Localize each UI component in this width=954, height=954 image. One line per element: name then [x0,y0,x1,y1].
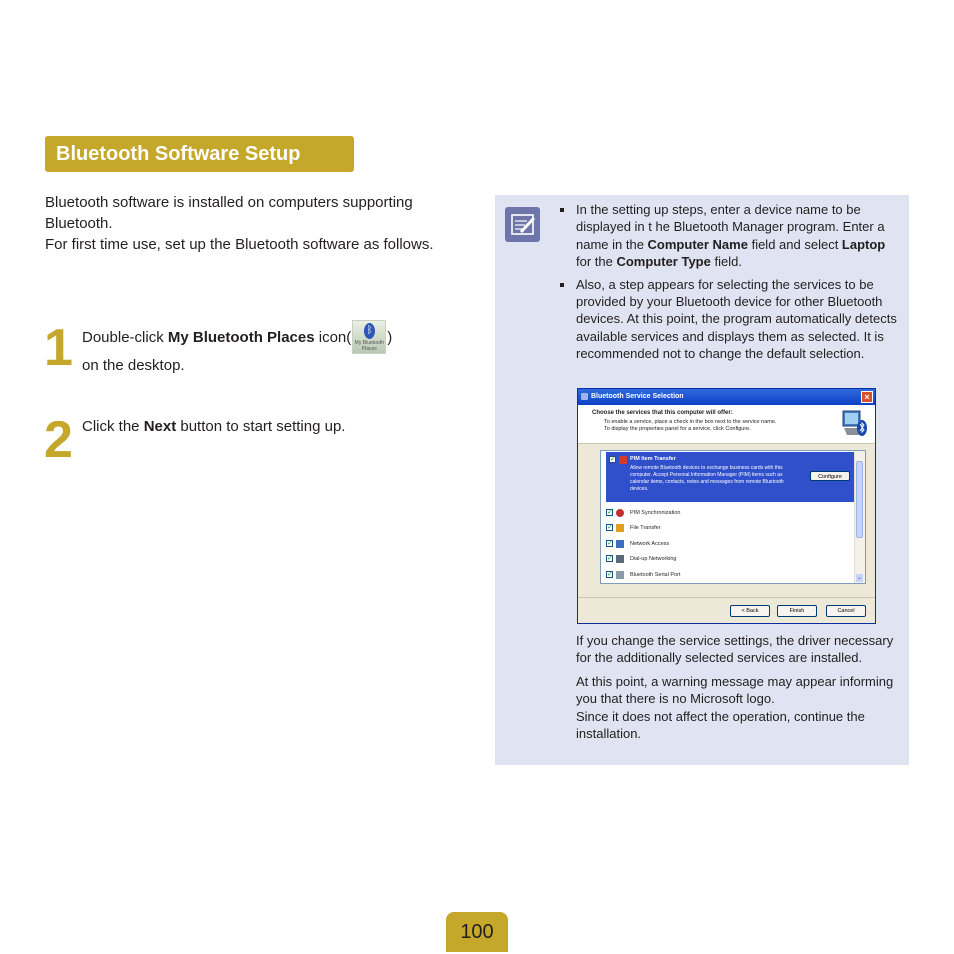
note-bullet-1-mid1: field and select [747,236,842,252]
dialog-separator [578,597,875,598]
service-checkbox[interactable]: ✓ [607,509,613,516]
intro-text [45,192,455,255]
step-2-post: button to start setting up. [176,418,346,435]
my-bluetooth-places-icon-caption: My Bluetooth Places [354,340,384,352]
service-checkbox[interactable]: ✓ [607,524,613,531]
bluetooth-service-selection-dialog [577,388,876,624]
section-title: Bluetooth Software Setup [45,136,354,172]
step-1-number: 1 [44,319,71,377]
step-2-pre: Click the [82,418,144,435]
services-list [600,450,866,584]
note-bullet-1-post: field. [710,254,742,270]
note-paragraph-3: Since it does not affect the operation, continue the installation. [576,708,865,742]
intro-line-2: For first time use, set up the Bluetooth software as follows. [45,236,434,253]
bluetooth-computer-icon [841,408,869,440]
dialog-heading: Choose the services that this computer will offer: [592,410,733,416]
step-2-bold: Next [143,418,177,435]
dialog-title-bar [578,389,875,405]
step-1-post: ) [387,329,393,346]
my-bluetooth-places-icon: ᛒ My Bluetooth Places [352,320,386,354]
service-checkbox-pim-item-transfer[interactable]: ✓ [610,456,616,463]
intro-line-1: Bluetooth software is installed on computers supporting Bluetooth. [45,194,413,232]
computer-type-label: Computer Type [616,254,711,270]
dialog-header [578,405,875,444]
service-label: Bluetooth Serial Port [630,572,681,578]
step-1-pre: Double-click [82,329,168,346]
dialog-instruction-2: To display the properties panel for a service, click Configure. [604,426,751,432]
step-1-bold: My Bluetooth Places [167,329,315,346]
service-checkbox[interactable]: ✓ [607,571,613,578]
step-1-line-2: on the desktop. [82,357,185,374]
finish-button[interactable]: Finish [777,605,817,617]
service-row-selected[interactable] [606,452,854,502]
dialog-title: Bluetooth Service Selection [591,393,684,400]
dialog-window-icon [581,393,588,400]
laptop-label: Laptop [841,236,886,252]
back-button[interactable]: < Back [730,605,770,617]
note-panel [495,195,909,765]
network-access-icon [616,540,624,548]
service-label: Network Access [630,541,670,547]
note-footer [558,632,903,748]
memo-pencil-icon [505,207,540,242]
step-2-number: 2 [44,411,71,469]
step-1-text [82,320,422,378]
scroll-down-arrow-icon[interactable]: ⌄ [856,575,863,581]
note-body [558,201,903,368]
service-label: File Transfer [630,525,661,531]
dial-up-networking-icon [616,555,624,563]
note-bullet-1 [558,201,903,271]
service-label: Dial-up Networking [630,556,677,562]
note-paragraph-2: At this point, a warning message may appear informing you that there is no Microsoft logo. [576,673,894,707]
service-name-selected: PIM Item Transfer [630,456,676,462]
note-bullet-1-pre: In the setting up steps, enter a device name to be displayed in t he Bluetooth Manager program. Enter a name in the [576,202,885,252]
bluetooth-serial-port-icon [616,571,624,579]
pim-item-transfer-icon [619,456,627,464]
service-checkbox[interactable]: ✓ [607,555,613,562]
step-1-mid: icon( [314,329,352,346]
note-bullet-2: Also, a step appears for selecting the services to be provided by your Bluetooth device for other Bluetooth devices. At this point, the program automatically detects available services and displays them as selected. It is recommended not to change the default selection. [558,276,903,363]
pim-synchronization-icon [616,509,624,517]
page-number: 100 [446,912,508,952]
note-bullet-1-mid2: for the [576,254,617,270]
computer-name-label: Computer Name [647,236,748,252]
file-transfer-icon [616,524,624,532]
dialog-close-button[interactable]: × [861,391,873,403]
dialog-instructions [604,419,776,433]
service-checkbox[interactable]: ✓ [607,540,613,547]
services-scrollbar[interactable] [854,451,865,583]
scrollbar-thumb[interactable] [856,461,863,538]
cancel-button[interactable]: Cancel [826,605,866,617]
service-label: PIM Synchronization [630,510,681,516]
step-2-text [82,415,422,439]
dialog-instruction-1: To enable a service, place a check in the box next to the service name. [604,419,777,425]
note-paragraph-1: If you change the service settings, the driver necessary for the additionally selected services are installed. [576,633,894,666]
service-description: Allow remote Bluetooth devices to exchange business cards with this computer. Accept Personal Information Manager (PIM) items such as calendar items, contacts, notes and messages from remote Bluetooth devices. [630,465,784,492]
configure-button[interactable]: Configure [810,471,850,481]
